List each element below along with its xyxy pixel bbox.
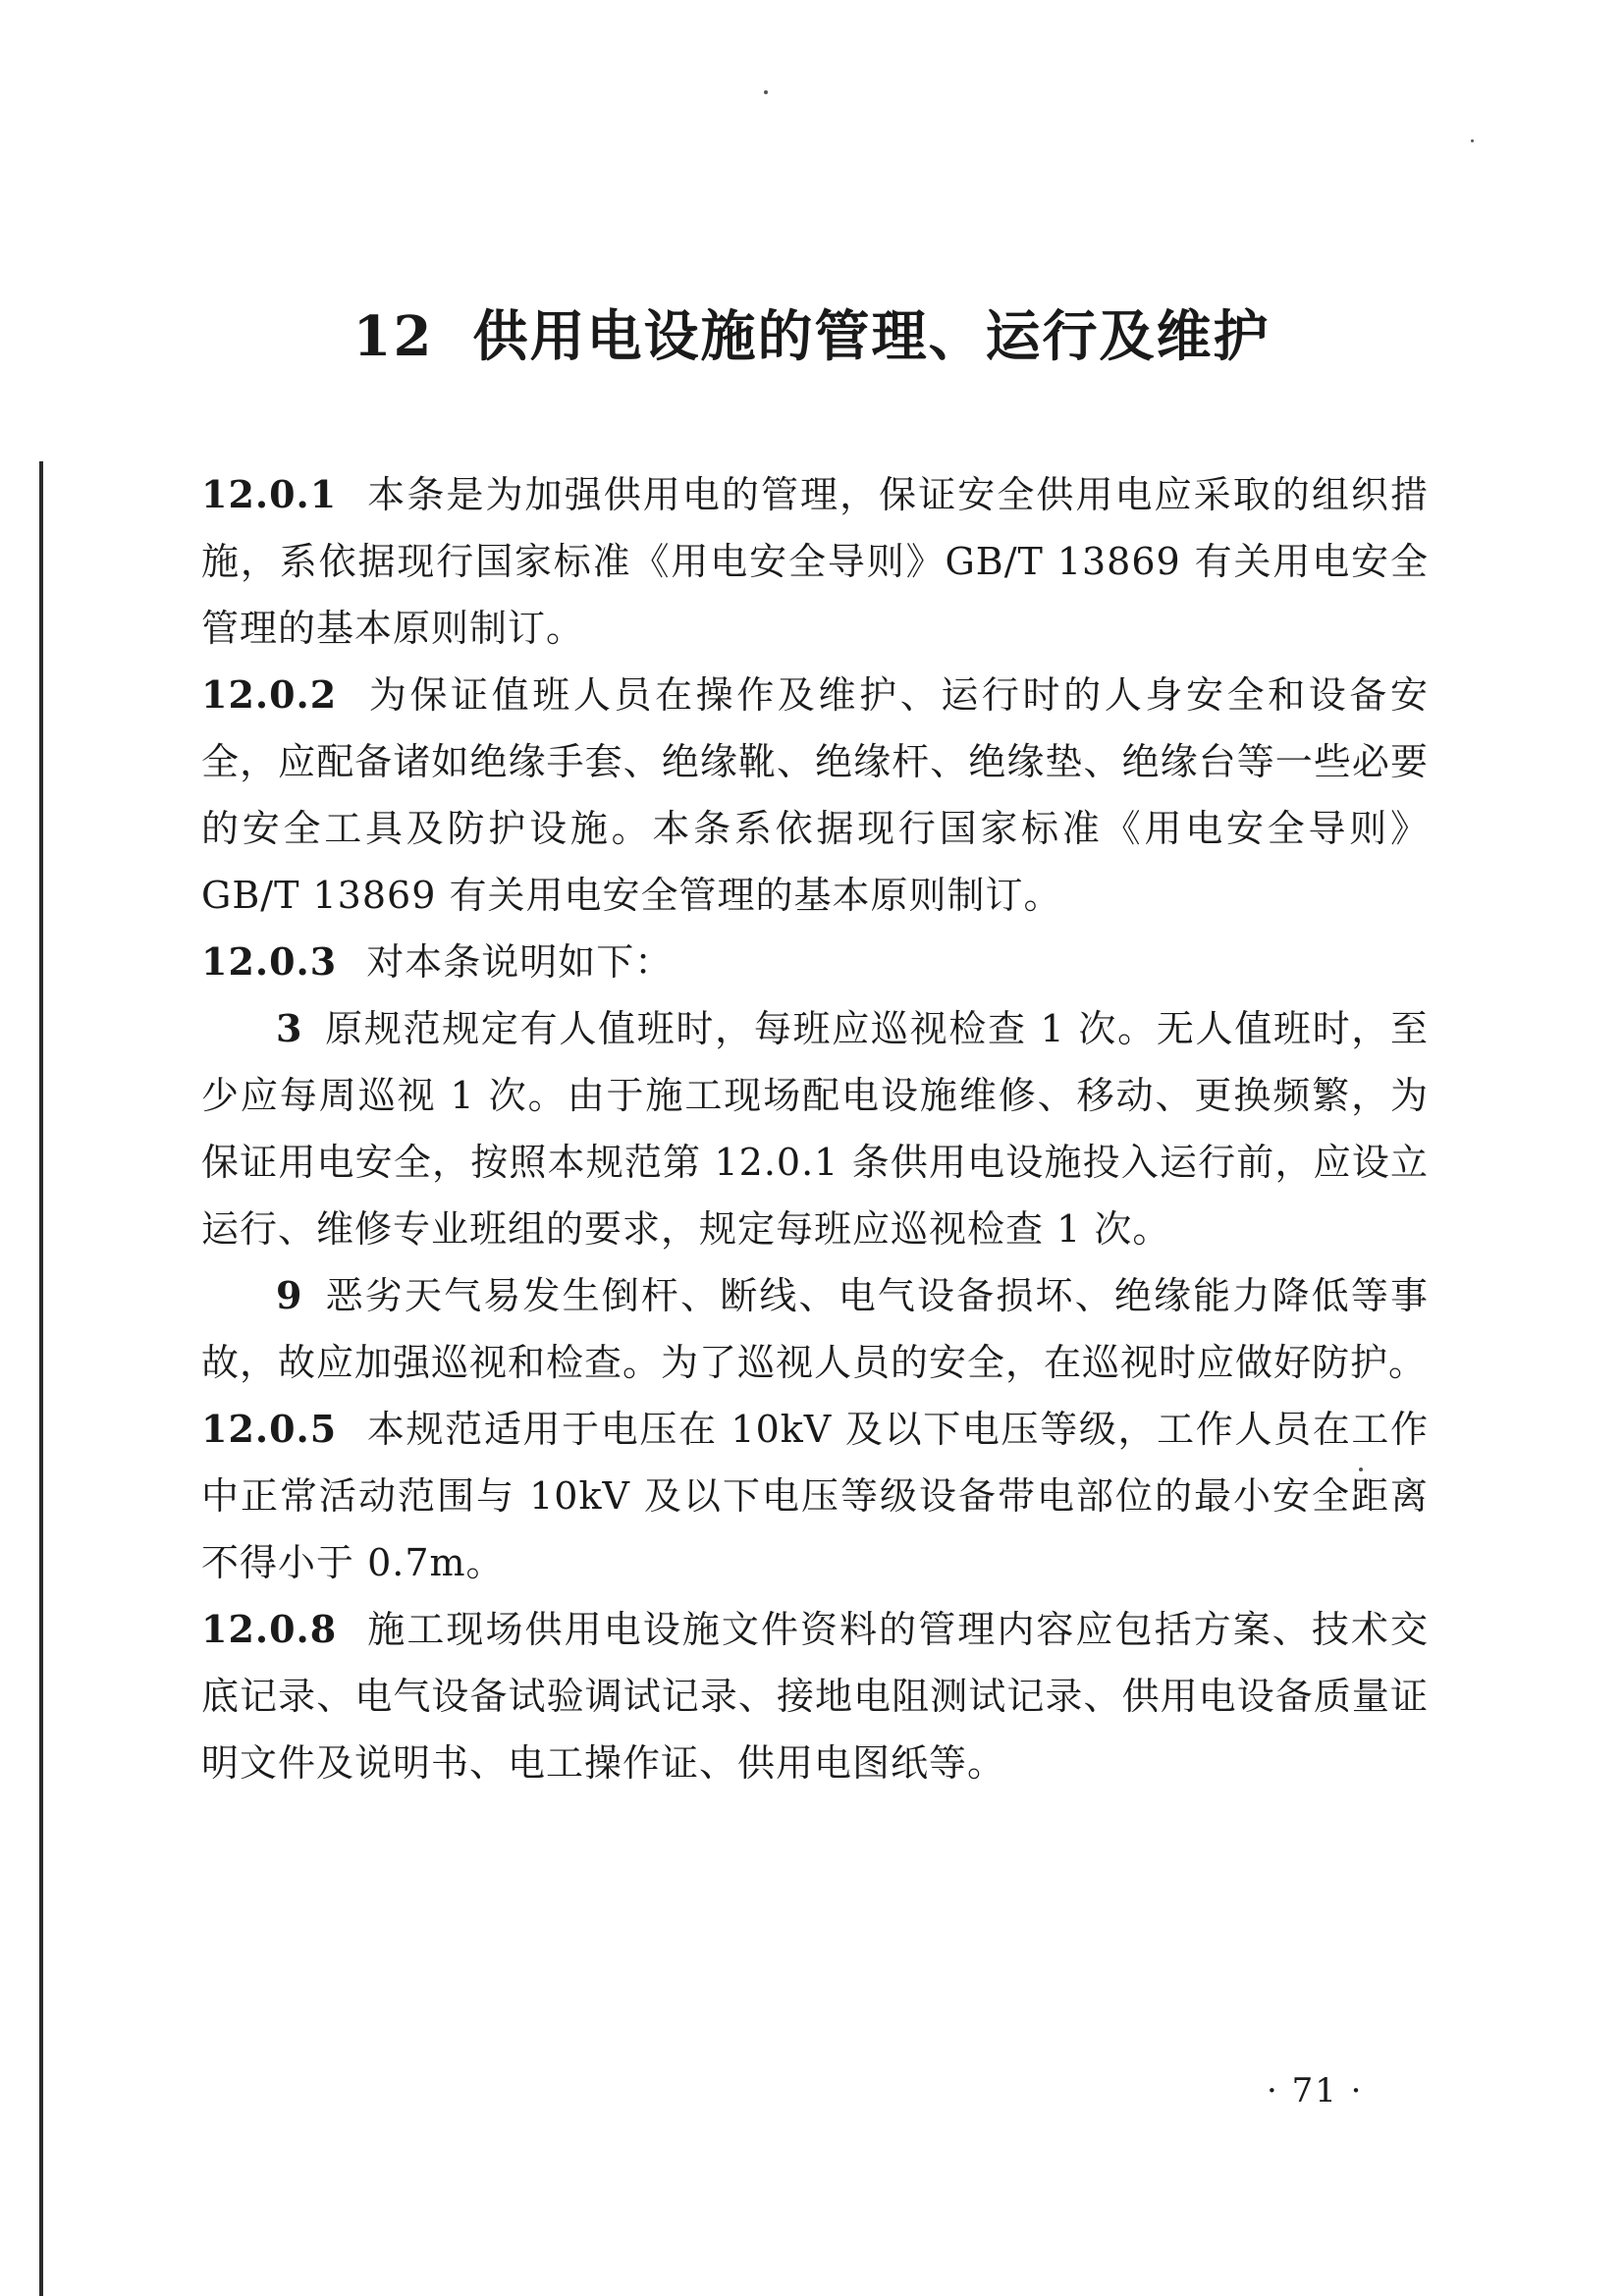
clause-12-0-8 <box>201 1596 1429 1796</box>
clause-12-0-3-item-9 <box>201 1262 1429 1396</box>
scan-edge-line-lower <box>39 785 43 2296</box>
item-number: 3 <box>276 1006 303 1050</box>
clause-text: 本规范适用于电压在 10kV 及以下电压等级，工作人员在工作中正常活动范围与 10kV 及以下电压等级设备带电部位的最小安全距离不得小于 0.7m。 <box>201 1408 1429 1584</box>
scan-speck <box>764 90 768 94</box>
clause-number: 12.0.3 <box>201 939 338 984</box>
clause-number: 12.0.1 <box>201 472 338 516</box>
clause-12-0-3-item-3 <box>201 995 1429 1262</box>
item-number: 9 <box>276 1273 303 1317</box>
clause-text: 对本条说明如下： <box>366 940 674 984</box>
chapter-number: 12 <box>352 303 434 369</box>
clause-12-0-1 <box>201 461 1429 662</box>
page-number: · 71 · <box>1267 2071 1364 2110</box>
clause-text: 施工现场供用电设施文件资料的管理内容应包括方案、技术交底记录、电气设备试验调试记录、接地电阻测试记录、供用电设备质量证明文件及说明书、电工操作证、供用电图纸等。 <box>201 1608 1429 1785</box>
document-body <box>201 461 1429 1796</box>
chapter-heading: 供用电设施的管理、运行及维护 <box>472 303 1271 369</box>
clause-text: 为保证值班人员在操作及维护、运行时的人身安全和设备安全，应配备诸如绝缘手套、绝缘靴、绝缘杆、绝缘垫、绝缘台等一些必要的安全工具及防护设施。本条系依据现行国家标准《用电安全导则》GB/T 13869 有关用电安全管理的基本原则制订。 <box>201 673 1429 917</box>
clause-number: 12.0.5 <box>201 1407 338 1451</box>
clause-text: 本条是为加强供用电的管理，保证安全供用电应采取的组织措施，系依据现行国家标准《用电安全导则》GB/T 13869 有关用电安全管理的基本原则制订。 <box>201 473 1429 650</box>
clause-12-0-3 <box>201 929 1429 995</box>
clause-number: 12.0.2 <box>201 672 338 717</box>
item-text: 恶劣天气易发生倒杆、断线、电气设备损坏、绝缘能力降低等事故，故应加强巡视和检查。为了巡视人员的安全，在巡视时应做好防护。 <box>201 1274 1429 1384</box>
clause-12-0-5 <box>201 1396 1429 1596</box>
scan-edge-line-upper <box>39 461 43 785</box>
chapter-title <box>0 302 1623 371</box>
scan-speck <box>1471 139 1474 142</box>
clause-12-0-2 <box>201 662 1429 929</box>
item-text: 原规范规定有人值班时，每班应巡视检查 1 次。无人值班时，至少应每周巡视 1 次。由于施工现场配电设施维修、移动、更换频繁，为保证用电安全，按照本规范第 12.0.1 条供用电设施投入运行前，应设立运行、维修专业班组的要求，规定每班应巡视检查 1 次。 <box>201 1007 1429 1251</box>
clause-number: 12.0.8 <box>201 1607 338 1651</box>
